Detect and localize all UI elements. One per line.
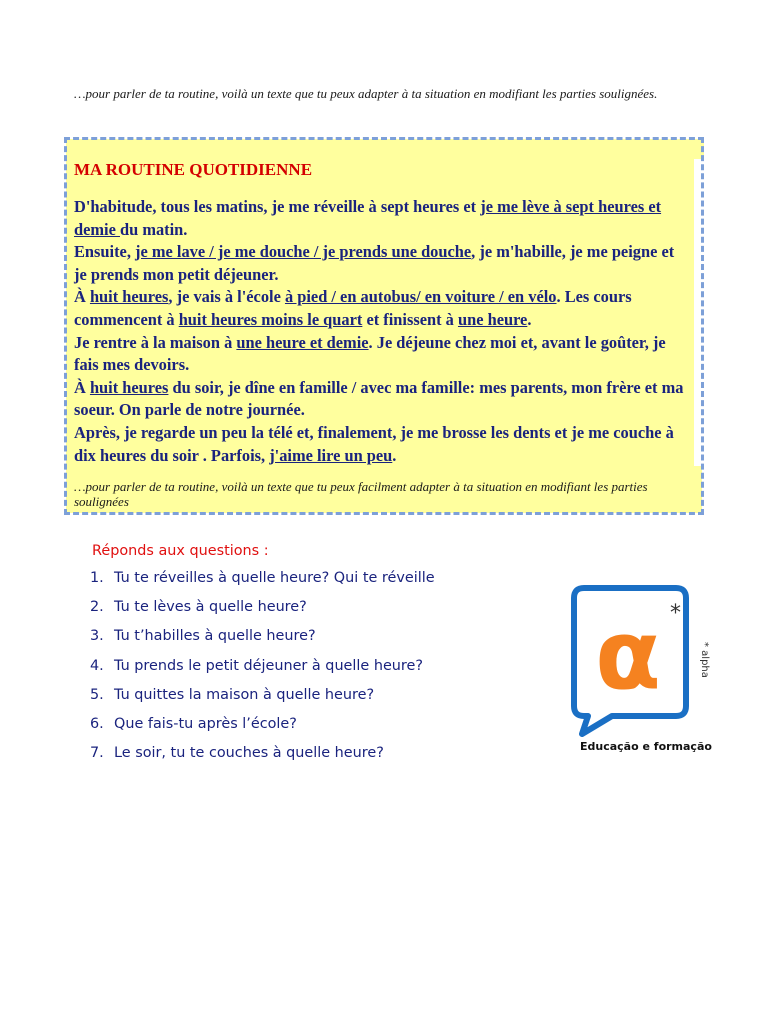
routine-note: …pour parler de ta routine, voilà un texte que tu peux facilment adapter à ta situation en modifiant les parties soulignées bbox=[74, 479, 648, 509]
editable-phrase: une heure et demie bbox=[236, 332, 369, 352]
alpha-side-label: * alpha bbox=[699, 642, 710, 678]
intro-note: …pour parler de ta routine, voilà un texte que tu peux adapter à ta situation en modifiant les parties soulignées. bbox=[74, 86, 658, 101]
editable-phrase: une heure bbox=[457, 309, 528, 329]
editable-phrase: huit heures bbox=[89, 287, 169, 307]
questions-list bbox=[90, 570, 435, 774]
routine-paragraph: Je rentre à la maison à une heure et demie. Je déjeune chez moi et, avant le goûter, je fais mes devoirs. bbox=[74, 332, 666, 375]
alpha-glyph: α bbox=[595, 599, 661, 711]
question-item: 5. Tu quittes la maison à quelle heure? bbox=[90, 686, 375, 703]
editable-phrase: je me lève à sept heures et demie bbox=[74, 197, 662, 239]
logo-caption: Educação e formação bbox=[580, 740, 712, 753]
routine-paragraph: Après, je regarde un peu la télé et, finalement, je me brosse les dents et je me couche à dix heures du soir . Parfois, j'aime lire un peu. bbox=[74, 422, 674, 465]
star-icon: * bbox=[670, 601, 681, 626]
questions-heading: Réponds aux questions : bbox=[92, 543, 269, 559]
routine-title: MA ROUTINE QUOTIDIENNE bbox=[74, 160, 313, 179]
routine-paragraph: D'habitude, tous les matins, je me réveille à sept heures et je me lève à sept heures et demie du matin. bbox=[74, 197, 662, 239]
routine-text bbox=[74, 196, 688, 467]
question-item: 6. Que fais-tu après l’école? bbox=[90, 715, 297, 732]
question-item: 2. Tu te lèves à quelle heure? bbox=[90, 599, 307, 616]
editable-phrase: huit heures bbox=[89, 377, 169, 397]
routine-paragraph: Ensuite, je me lave / je me douche / je prends une douche, je m'habille, je me peigne et je prends mon petit déjeuner. bbox=[74, 242, 675, 284]
question-item: 7. Le soir, tu te couches à quelle heure? bbox=[90, 745, 384, 762]
routine-paragraph: À huit heures du soir, je dîne en famille / avec ma famille: mes parents, mon frère et ma soeur. On parle de notre journée. bbox=[74, 377, 684, 420]
question-item: 3. Tu t’habilles à quelle heure? bbox=[90, 628, 316, 645]
question-item: 1. Tu te réveilles à quelle heure? Qui te réveille bbox=[90, 570, 435, 586]
questions-section bbox=[90, 543, 435, 774]
editable-phrase: j'aime lire un peu bbox=[269, 445, 393, 465]
alpha-logo bbox=[570, 584, 720, 759]
editable-phrase: huit heures moins le quart bbox=[178, 309, 363, 329]
editable-phrase: je me lave / je me douche / je prends une douche bbox=[135, 242, 472, 262]
editable-phrase: à pied / en autobus/ en voiture / en vélo bbox=[284, 287, 557, 307]
question-item: 4. Tu prends le petit déjeuner à quelle heure? bbox=[90, 657, 424, 674]
routine-paragraph: À huit heures, je vais à l'école à pied / en autobus/ en voiture / en vélo. Les cours commencent à huit heures moins le quart et finissent à une heure. bbox=[74, 287, 632, 329]
